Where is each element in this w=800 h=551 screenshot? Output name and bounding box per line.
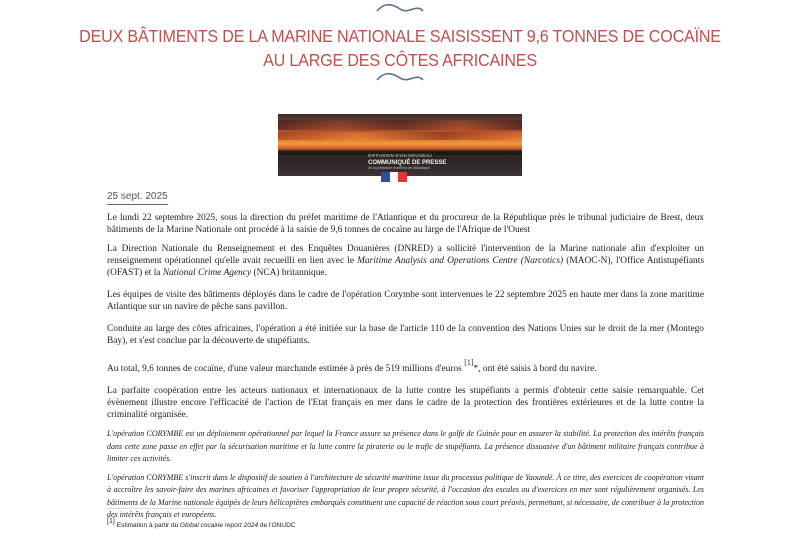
wave-divider-icon xyxy=(375,2,425,14)
paragraph: Le lundi 22 septembre 2025, sous la direction du préfet maritime de l'Atlantique et du procureur de la République près le tribunal judiciaire de Brest, deux bâtiments de la Marine Nationale ont procédé à la saisie de 9,6 tonnes de cocaïne au large de l'Afrique de l'Ouest xyxy=(107,213,704,235)
paragraph: Les équipes de visite des bâtiments déployés dans le cadre de l'opération Corymbe sont intervenues le 22 septembre 2025 en haute mer dans la zone maritime Atlantique sur un navire de pêche sans pavillon. xyxy=(107,290,704,312)
wave-divider-icon xyxy=(375,71,425,83)
text: Estimation à partir du xyxy=(116,522,181,529)
banner-line-2: COMMUNIQUÉ DE PRESSE xyxy=(368,159,447,166)
banner-caption xyxy=(368,154,446,170)
paragraph xyxy=(107,243,704,279)
text: (NCA) britannique. xyxy=(251,268,327,278)
banner-cloud xyxy=(278,120,522,130)
footnote xyxy=(107,518,295,529)
italic-text: Global cocaine report 2024 xyxy=(180,522,259,529)
italic-text: National Crime Agency xyxy=(162,268,252,278)
publication-date: 25 sept. 2025 xyxy=(107,191,168,205)
italic-paragraph: L'opération CORYMBE est un déploiement opérationnel par lequel la France assure sa présence dans le golfe de Guinée pour en assurer la stabilité. La protection des intérêts français dans cette zone passe en effet par la sécurisation maritime et la lutte contre la piraterie ou le trafic de stupéfiants. La présence dissuasive d'un bâtiment militaire français contribue à limiter ces activités. xyxy=(107,429,704,463)
paragraph xyxy=(107,357,704,375)
text: Au total, 9,6 tonnes de cocaïne, d'une valeur marchande estimée à près de 519 millions d'euros xyxy=(107,364,462,374)
text: *, ont été saisis à bord du navire. xyxy=(473,364,597,374)
italic-paragraph: L'opération CORYMBE s'inscrit dans le dispositif de soutien à l'architecture de sécurité maritime issue du processus politique de Yaoundé. À ce titre, des exercices de coopération visant à accroître les savoir-faire des marines africaines et favoriser l'appropriation de leur propre sécurité, à l'occasion des escales ou d'exercices en mer sont régulièrement organisés. Les bâtiments de la Marine nationale équipés de leurs hélicoptères embarqués constituent une capacité de réaction sous court préavis, permettant, si nécessaire, de contribuer à la protection des intérêts français et européens. xyxy=(107,472,704,519)
footnote-ref-link[interactable]: [1] xyxy=(107,518,115,525)
banner-line-1: DIFFUSION D'UN NOUVEAU xyxy=(368,153,433,158)
paragraph: La parfaite coopération entre les acteurs nationaux et internationaux de la lutte contre les stupéfiants a permis d'obtenir cette saisie remarquable. Cet évènement illustre encore l'efficacité de l'action de l'Etat français en mer dans le cadre de la protection des frontières extérieures et de la lutte contre la criminalité organisée. xyxy=(107,386,704,420)
italic-text: Maritime Analysis and Operations Centre (Narcotics) xyxy=(357,256,564,266)
banner-line-3: de la préfecture maritime de l'Atlantique xyxy=(368,165,430,170)
footnote-link[interactable]: [1] xyxy=(464,358,474,367)
banner-cloud xyxy=(278,132,522,140)
footnote-divider xyxy=(107,508,297,509)
page-title: DEUX BÂTIMENTS DE LA MARINE NATIONALE SAISISSENT 9,6 TONNES DE COCAÏNE AU LARGE DES CÔTES AFRICAINES xyxy=(79,26,721,70)
article-body xyxy=(107,212,704,528)
text: (MAOC-N), l'Office Antistupéfiants (OFAST) et la xyxy=(107,256,704,278)
paragraph: Conduite au large des côtes africaines, l'opération a été initiée sur la base de l'article 110 de la convention des Nations Unies sur le droit de la mer (Montego Bay), et s'est conclue par la découverte de stupéfiants. xyxy=(107,324,704,346)
text: de l'ONUDC xyxy=(258,522,296,529)
text: La Direction Nationale du Renseignement et des Enquêtes Douanières (DNRED) a sollicité l'intervention de la Marine nationale afin d'exploiter un renseignement opérationnel qu'elle avait recueilli en lien avec le xyxy=(107,244,704,266)
french-flag-icon xyxy=(381,172,407,182)
press-release-banner xyxy=(278,114,522,176)
